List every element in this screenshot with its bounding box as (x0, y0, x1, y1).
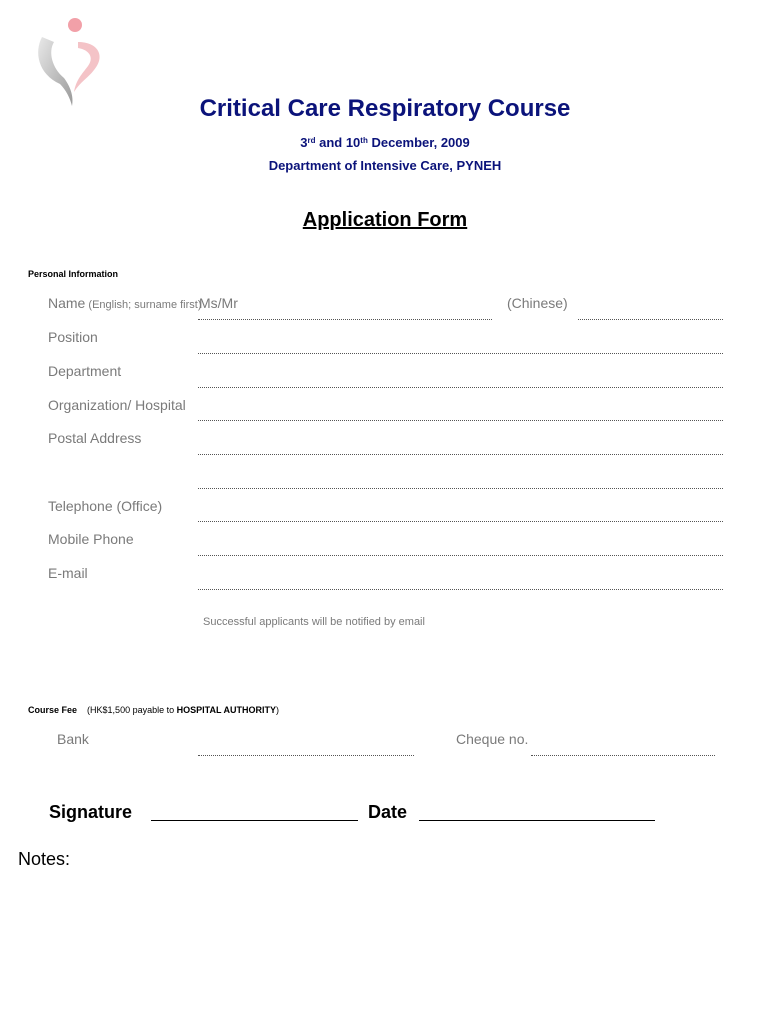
course-dates: 3rd and 10th December, 2009 (300, 135, 470, 150)
salutation-label: Ms/Mr (199, 295, 238, 311)
position-label: Position (48, 329, 98, 345)
chinese-name-label: (Chinese) (507, 295, 568, 311)
email-label: E-mail (48, 565, 88, 581)
mobile-phone-label: Mobile Phone (48, 531, 134, 547)
course-fee-info: Course Fee (HK$1,500 payable to HOSPITAL AUTHORITY) (28, 705, 279, 715)
mobile-phone-field[interactable] (198, 555, 723, 556)
bank-label: Bank (57, 731, 89, 747)
department-label: Department (48, 363, 122, 379)
position-field[interactable] (198, 353, 723, 354)
name-label: Name (English; surname first) (48, 295, 202, 311)
signature-label: Signature (49, 802, 133, 822)
department-field[interactable] (198, 387, 723, 388)
telephone-label: Telephone (Office) (48, 498, 163, 514)
cheque-no-field[interactable] (531, 755, 715, 756)
organization-label: Organization/ Hospital (48, 397, 186, 413)
organization-field[interactable] (198, 420, 723, 421)
name-english-field[interactable] (198, 319, 492, 320)
postal-address-label: Postal Address (48, 430, 142, 446)
course-title: Critical Care Respiratory Course (199, 95, 571, 122)
notification-notice: Successful applicants will be notified by email (203, 616, 425, 628)
cheque-no-label: Cheque no. (456, 731, 529, 747)
name-chinese-field[interactable] (578, 319, 723, 320)
telephone-field[interactable] (198, 521, 723, 522)
department-name: Department of Intensive Care, PYNEH (268, 158, 502, 173)
signature-field[interactable] (151, 820, 358, 821)
postal-address-field-line1[interactable] (198, 454, 723, 455)
bank-field[interactable] (198, 755, 414, 756)
form-title: Application Form (302, 209, 468, 231)
notes-label: Notes: (18, 849, 71, 869)
date-field[interactable] (419, 820, 655, 821)
date-label: Date (368, 802, 408, 822)
section-personal-information: Personal Information (28, 269, 119, 279)
postal-address-field-line2[interactable] (198, 488, 723, 489)
email-field[interactable] (198, 589, 723, 590)
